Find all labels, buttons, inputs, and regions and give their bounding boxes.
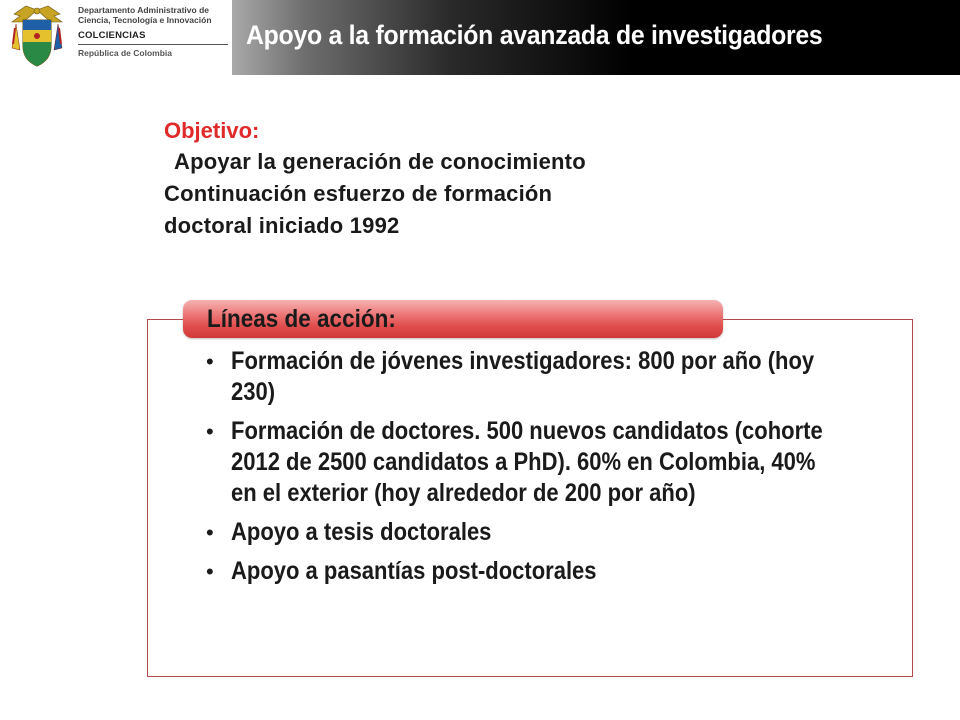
- title-bar: [232, 0, 960, 75]
- bullet-icon: •: [206, 349, 214, 374]
- objective-section: [164, 116, 784, 242]
- page-title: Apoyo a la formación avanzada de investigadores: [246, 20, 823, 50]
- logo-text: [78, 5, 228, 58]
- list-item: [206, 416, 846, 509]
- list-item: [206, 556, 846, 587]
- logo-line-2: Ciencia, Tecnología e Innovación: [78, 15, 212, 25]
- colciencias-logo: [0, 0, 232, 75]
- list-item-text: Formación de jóvenes investigadores: 800 por año (hoy 230): [231, 347, 815, 406]
- logo-line-3: COLCIENCIAS: [78, 30, 146, 41]
- bullet-icon: •: [206, 520, 214, 545]
- list-item: [206, 517, 846, 548]
- action-lines-title: Líneas de acción:: [207, 305, 396, 333]
- objective-line-3: doctoral iniciado 1992: [164, 213, 400, 238]
- bullet-icon: •: [206, 419, 214, 444]
- list-item-text: Apoyo a tesis doctorales: [231, 518, 492, 546]
- logo-divider: [78, 44, 228, 45]
- list-item-text: Apoyo a pasantías post-doctorales: [231, 557, 597, 585]
- objective-line-1: Apoyar la generación de conocimiento: [174, 149, 586, 174]
- list-item-text: Formación de doctores. 500 nuevos candidatos (cohorte 2012 de 2500 candidatos a PhD). 60% en Colombia, 40% en el exterior (hoy alrededor de 200 por año): [231, 417, 823, 507]
- action-lines-header: [183, 300, 723, 338]
- logo-line-1: Departamento Administrativo de: [78, 5, 209, 15]
- objective-line-2: Continuación esfuerzo de formación: [164, 181, 553, 206]
- bullet-icon: •: [206, 559, 214, 584]
- colombia-coat-of-arms-icon: [6, 4, 68, 70]
- action-lines-list: [206, 346, 846, 595]
- objective-label: Objetivo:: [164, 118, 260, 143]
- logo-line-4: República de Colombia: [78, 48, 172, 58]
- list-item: [206, 346, 846, 408]
